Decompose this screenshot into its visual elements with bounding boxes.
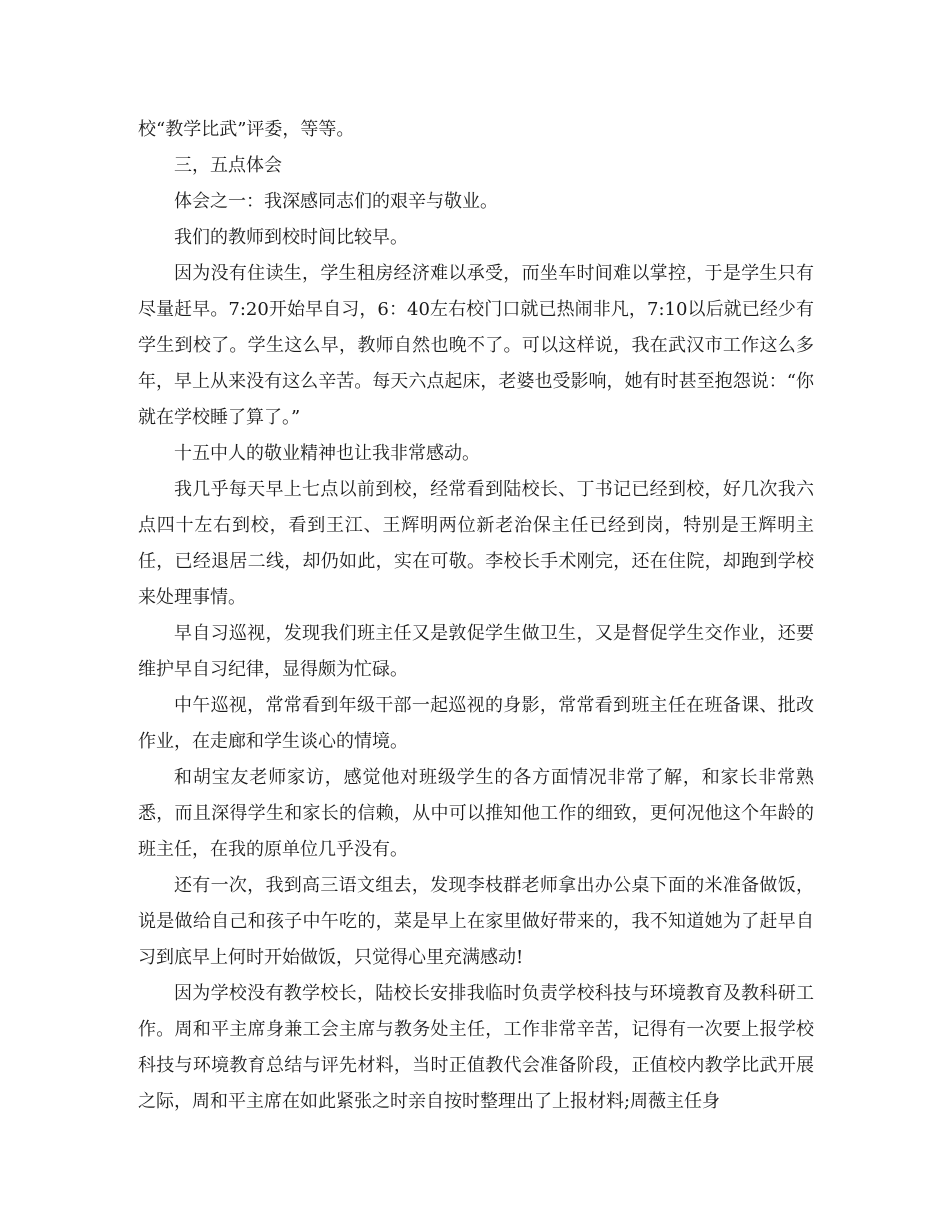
document-body: [138, 112, 814, 1120]
paragraph: 早自习巡视，发现我们班主任又是敦促学生做卫生，又是督促学生交作业，还要维护早自习纪律，显得颇为忙碌。: [138, 623, 814, 680]
subheading-insight-one: 体会之一：我深感同志们的艰辛与敬业。: [174, 191, 498, 212]
paragraph: 因为学校没有教学校长，陆校长安排我临时负责学校科技与环境教育及教科研工作。周和平主席身兼工会主席与教务处主任，工作非常辛苦，记得有一次要上报学校科技与环境教育总结与评先材料，当时正值教代会准备阶段，正值校内教学比武开展之际，周和平主席在如此紧张之时亲自按时整理出了上报材料;周薇主任身: [138, 983, 814, 1112]
paragraph: 我几乎每天早上七点以前到校，经常看到陆校长、丁书记已经到校，好几次我六点四十左右到校，看到王江、王辉明两位新老治保主任已经到岗，特别是王辉明主任，已经退居二线，却仍如此，实在可敬。李校长手术刚完，还在住院，却跑到学校来处理事情。: [138, 479, 814, 608]
paragraph: 还有一次，我到高三语文组去，发现李枝群老师拿出办公桌下面的米准备做饭，说是做给自己和孩子中午吃的，菜是早上在家里做好带来的，我不知道她为了赶早自习到底早上何时开始做饭，只觉得心里充满感动!: [138, 875, 814, 968]
paragraph: 我们的教师到校时间比较早。: [174, 227, 408, 248]
section-heading: 三，五点体会: [174, 155, 282, 176]
paragraph: 十五中人的敬业精神也让我非常感动。: [174, 443, 480, 464]
paragraph-continuation: 校“教学比武”评委，等等。: [138, 119, 355, 140]
paragraph: 中午巡视，常常看到年级干部一起巡视的身影，常常看到班主任在班备课、批改作业，在走廊和学生谈心的情境。: [138, 695, 814, 752]
paragraph: 因为没有住读生，学生租房经济难以承受，而坐车时间难以掌控，于是学生只有尽量赶早。7:20开始早自习，6：40左右校门口就已热闹非凡，7:10以后就已经少有学生到校了。学生这么早，教师自然也晚不了。可以这样说，我在武汉市工作这么多年，早上从来没有这么辛苦。每天六点起床，老婆也受影响，她有时甚至抱怨说：“你就在学校睡了算了。”: [138, 263, 814, 428]
paragraph: 和胡宝友老师家访，感觉他对班级学生的各方面情况非常了解，和家长非常熟悉，而且深得学生和家长的信赖，从中可以推知他工作的细致，更何况他这个年龄的班主任，在我的原单位几乎没有。: [138, 767, 814, 860]
